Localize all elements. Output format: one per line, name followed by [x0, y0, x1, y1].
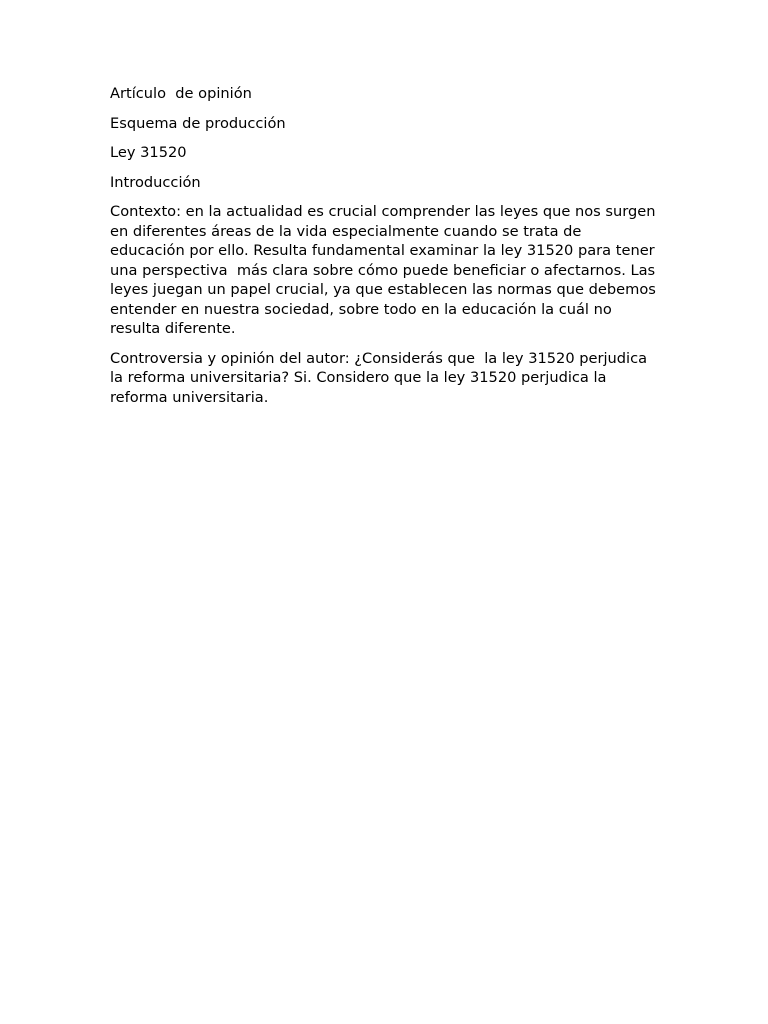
law-heading: Ley 31520 — [110, 144, 187, 161]
document-subtitle: Esquema de producción — [110, 114, 286, 132]
context-paragraph: Contexto: en la actualidad es crucial comprender las leyes que nos surgen en diferentes áreas de la vida especialmente cuando se trata de educación por ello. Resulta fundamental examinar la ley 31520 para tener una perspectiva más clara sobre cómo puede beneficiar o afectarnos. Las leyes juegan un papel crucial, ya que establecen las normas que debemos entender en nuestra sociedad, sobre todo en la educación la cuál no resulta diferente. — [110, 203, 661, 337]
document-page — [110, 84, 661, 417]
section-heading: Introducción — [110, 173, 201, 191]
controversy-paragraph: Controversia y opinión del autor: ¿Considerás que la ley 31520 perjudica la reforma universitaria? Si. Considero que la ley 31520 perjudica la reforma universitaria. — [110, 349, 652, 406]
document-title: Artículo de opinión — [110, 85, 252, 102]
